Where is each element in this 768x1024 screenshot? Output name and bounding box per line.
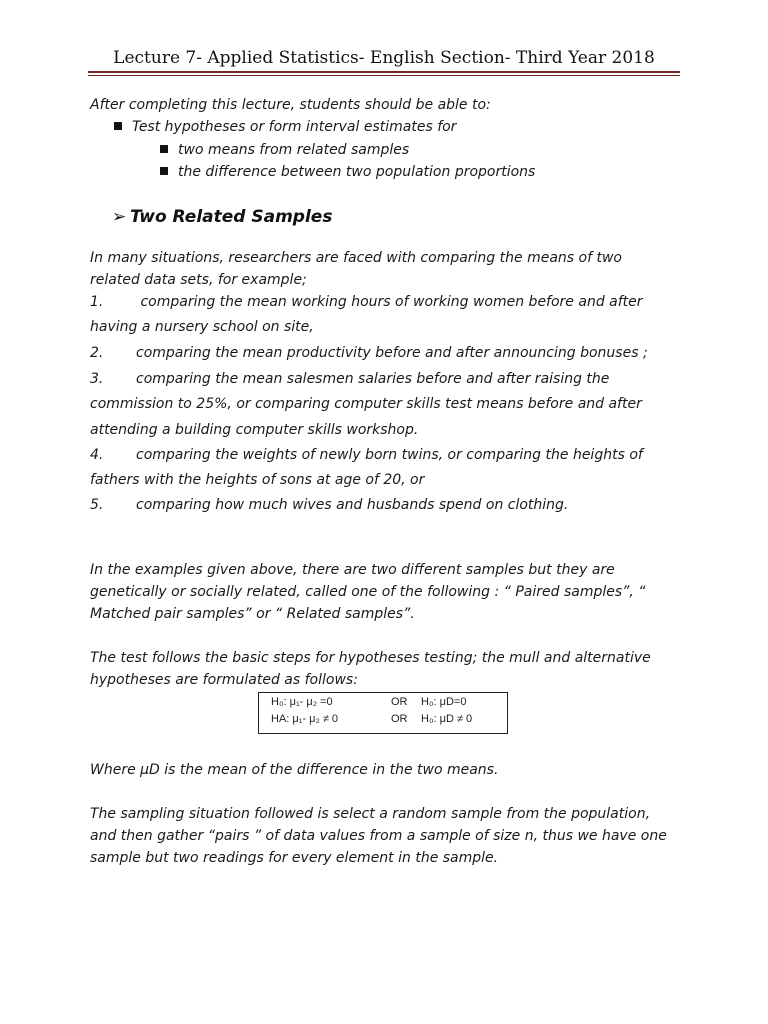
- paired-line: genetically or socially related, called one of the following : “ Paired samples”, “: [90, 584, 646, 600]
- objective-sub-bullet: [160, 164, 535, 180]
- example-text: having a nursery school on site,: [90, 319, 314, 335]
- example-text: attending a building computer skills workshop.: [90, 422, 419, 438]
- objectives-intro: After completing this lecture, students should be able to:: [90, 97, 491, 113]
- objective-sub-bullet-text: the difference between two population proportions: [178, 164, 536, 180]
- example-text: fathers with the heights of sons at age of 20, or: [90, 472, 425, 488]
- intro-line: In many situations, researchers are faced with comparing the means of two: [90, 250, 622, 266]
- example-text: comparing the mean working hours of working women before and after: [140, 294, 643, 310]
- or-label: OR: [391, 696, 408, 708]
- header-rule-thin: [88, 75, 680, 76]
- intro-line: related data sets, for example;: [90, 272, 307, 288]
- lecture-title: Lecture 7- Applied Statistics- English Section- Third Year 2018: [113, 48, 655, 68]
- hypotheses-box: [258, 692, 508, 734]
- section-heading: [112, 207, 332, 227]
- test-line: hypotheses are formulated as follows:: [90, 672, 358, 688]
- example-text: comparing the mean salesmen salaries before and after raising the: [136, 371, 610, 387]
- objective-sub-bullet-text: two means from related samples: [178, 142, 410, 158]
- objective-bullet-text: Test hypotheses or form interval estimates for: [132, 119, 457, 135]
- null-hypothesis-difference: H₀: μD=0: [421, 696, 467, 708]
- example-text: commission to 25%, or comparing computer skills test means before and after: [90, 396, 642, 412]
- example-item-4: [90, 447, 643, 463]
- example-item-2: [90, 345, 648, 361]
- example-number: 5.: [90, 497, 104, 513]
- sampling-line: The sampling situation followed is select a random sample from the population,: [90, 806, 651, 822]
- where-line: Where μD is the mean of the difference in the two means.: [90, 762, 499, 778]
- test-line: The test follows the basic steps for hypotheses testing; the mull and alternative: [90, 650, 651, 666]
- example-text: comparing how much wives and husbands spend on clothing.: [136, 497, 569, 513]
- example-number: 4.: [90, 447, 104, 463]
- objective-bullet: [114, 119, 456, 135]
- example-number: 2.: [90, 345, 104, 361]
- example-text: comparing the weights of newly born twins, or comparing the heights of: [136, 447, 643, 463]
- alternative-hypothesis-means: HA: μ₁- μ₂ ≠ 0: [271, 713, 339, 725]
- objective-sub-bullet: [160, 142, 409, 158]
- section-heading-text: Two Related Samples: [130, 207, 333, 227]
- or-label: OR: [391, 713, 408, 725]
- header-rule-thick: [88, 71, 680, 73]
- paired-line: In the examples given above, there are two different samples but they are: [90, 562, 615, 578]
- example-text: comparing the mean productivity before and after announcing bonuses ;: [136, 345, 648, 361]
- square-bullet-icon: [160, 145, 168, 153]
- example-number: 3.: [90, 371, 104, 387]
- sampling-line: and then gather “pairs ” of data values from a sample of size n, thus we have one: [90, 828, 667, 844]
- example-item-3: [90, 371, 609, 387]
- square-bullet-icon: [160, 167, 168, 175]
- sampling-line: sample but two readings for every element in the sample.: [90, 850, 499, 866]
- arrow-bullet-icon: ➢: [112, 207, 127, 227]
- paired-line: Matched pair samples” or “ Related samples”.: [90, 606, 415, 622]
- example-item-1: [90, 294, 643, 310]
- example-number: 1.: [90, 294, 104, 310]
- alternative-hypothesis-difference: H₀: μD ≠ 0: [421, 713, 473, 725]
- square-bullet-icon: [114, 122, 122, 130]
- null-hypothesis-means: H₀: μ₁- μ₂ =0: [271, 696, 333, 708]
- example-item-5: [90, 497, 568, 513]
